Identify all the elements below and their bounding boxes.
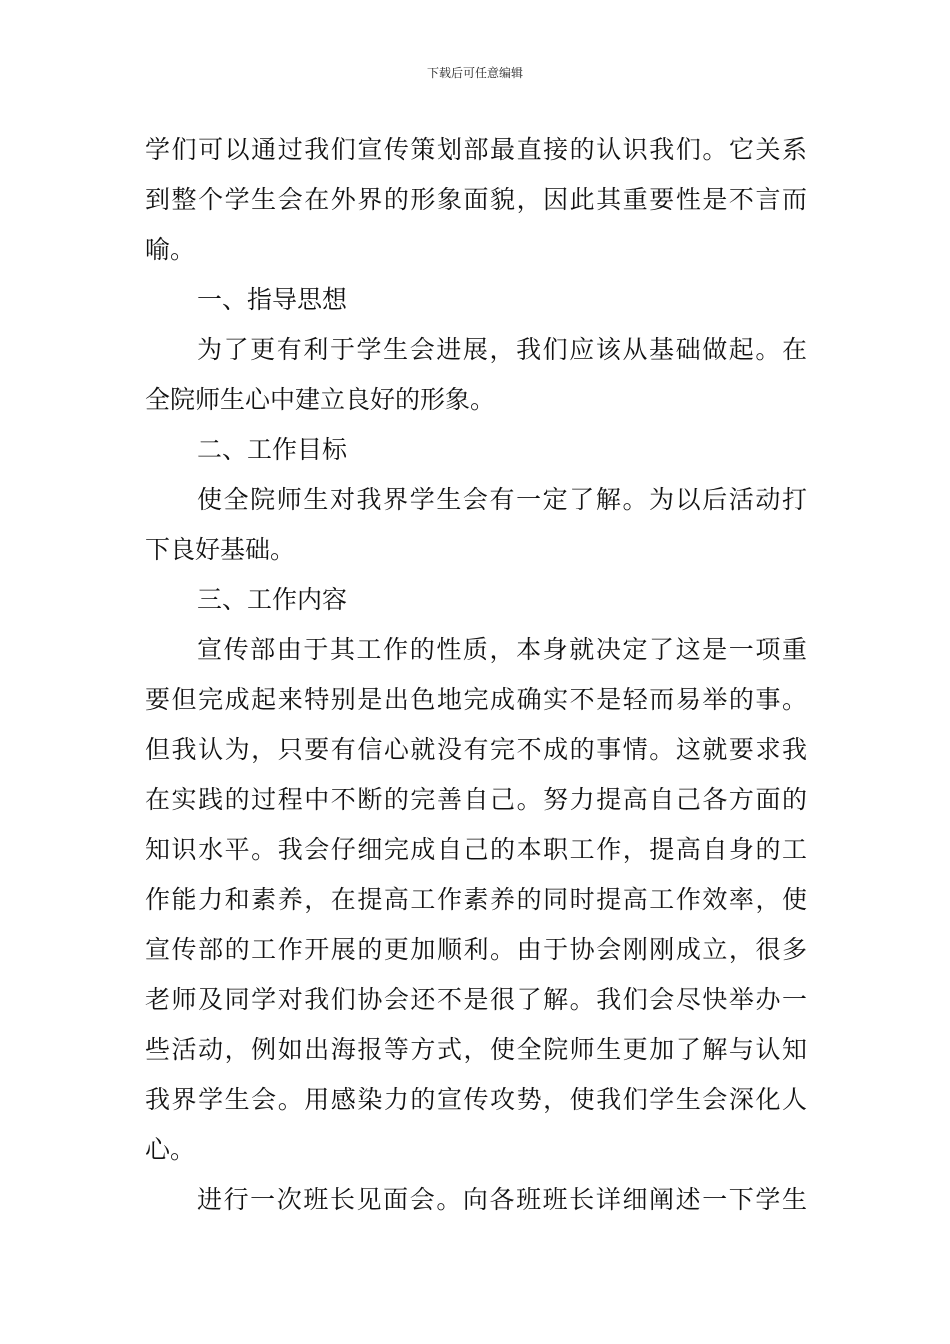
text-line: 下良好基础。 <box>145 535 296 564</box>
text-line: 在实践的过程中不断的完善自己。努力提高自己各方面的 <box>145 785 809 814</box>
document-body <box>145 125 807 1225</box>
text-line: 宣传部的工作开展的更加顺利。由于协会刚刚成立，很多 <box>145 935 809 964</box>
text-line: 一、指导思想 <box>197 285 348 314</box>
text-line: 喻。 <box>145 235 196 264</box>
text-line: 但我认为，只要有信心就没有完不成的事情。这就要求我 <box>145 735 809 764</box>
text-line: 三、工作内容 <box>197 585 348 614</box>
text-line: 宣传部由于其工作的性质，本身就决定了这是一项重 <box>197 635 809 664</box>
text-line: 为了更有利于学生会进展，我们应该从基础做起。在 <box>197 335 809 364</box>
text-line: 二、工作目标 <box>197 435 348 464</box>
text-line: 老师及同学对我们协会还不是很了解。我们会尽快举办一 <box>145 985 809 1014</box>
page-header: 下载后可任意编辑 <box>426 66 523 80</box>
text-line: 要但完成起来特别是出色地完成确实不是轻而易举的事。 <box>145 685 809 714</box>
text-line: 学们可以通过我们宣传策划部最直接的认识我们。它关系 <box>145 135 809 164</box>
text-line: 全院师生心中建立良好的形象。 <box>145 385 496 414</box>
text-line: 使全院师生对我界学生会有一定了解。为以后活动打 <box>197 485 809 514</box>
text-line: 些活动，例如出海报等方式，使全院师生更加了解与认知 <box>145 1035 809 1064</box>
text-line: 知识水平。我会仔细完成自己的本职工作，提高自身的工 <box>145 835 809 864</box>
text-line: 进行一次班长见面会。向各班班长详细阐述一下学生 <box>197 1185 809 1214</box>
text-line: 到整个学生会在外界的形象面貌，因此其重要性是不言而 <box>145 185 809 214</box>
text-line: 作能力和素养，在提高工作素养的同时提高工作效率，使 <box>145 885 809 914</box>
text-line: 我界学生会。用感染力的宣传攻势，使我们学生会深化人 <box>145 1085 809 1114</box>
text-line: 心。 <box>145 1135 196 1164</box>
